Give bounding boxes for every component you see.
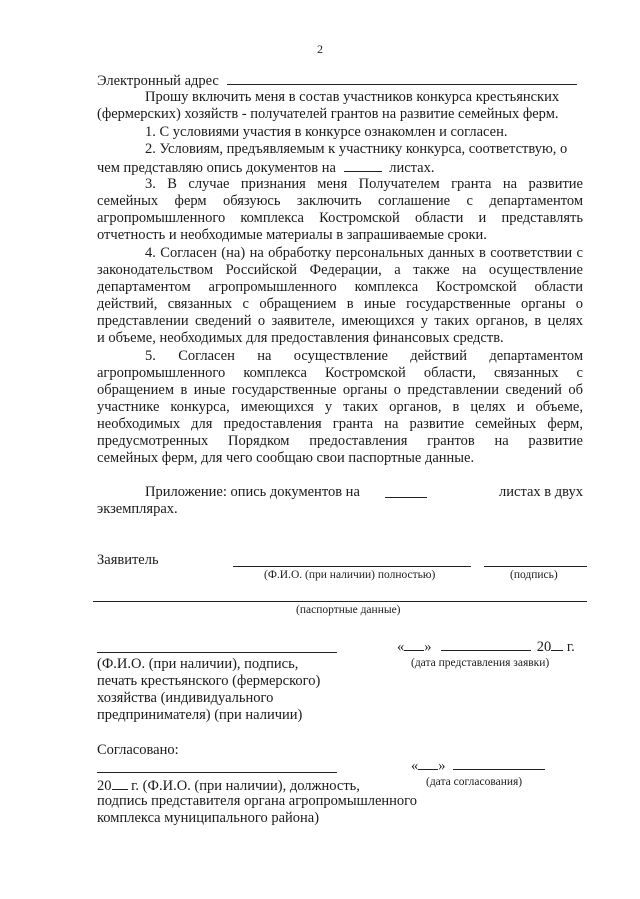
applicant-signature-field[interactable] <box>484 566 587 567</box>
item-4-line-4: действий, связанных с обращением в иные государственные органы о <box>97 296 583 312</box>
signature-caption: (подпись) <box>510 569 558 581</box>
request-line-2: (фермерских) хозяйств - получателей грантов на развитие семейных ферм. <box>97 106 559 122</box>
attachment-text: Приложение: опись документов на <box>145 484 360 500</box>
email-label: Электронный адрес <box>97 73 219 89</box>
item-4-line-1: 4. Согласен (на) на обработку персональных данных в соответствии с <box>145 245 583 261</box>
applicant-fio-field[interactable] <box>233 566 471 567</box>
sheets-count-field[interactable] <box>344 158 382 172</box>
submission-date <box>397 637 575 656</box>
approval-caption-3: комплекса муниципального района) <box>97 810 320 826</box>
applicant-label: Заявитель <box>97 552 159 568</box>
item-3-line-3: агропромышленного комплекса Костромской области и представлять <box>97 210 583 226</box>
item-5-line-6: предусмотренных Порядком предоставления грантов на развитие <box>97 433 583 449</box>
attachment-line-2: экземплярах. <box>97 501 178 517</box>
submission-date-caption: (дата представления заявки) <box>411 657 550 669</box>
approval-year-field[interactable] <box>112 776 128 790</box>
item-5-line-4: участнике конкурса, имеющихся у таких органов, в целях и объеме, <box>97 399 583 415</box>
approval-day-field[interactable] <box>418 756 438 770</box>
farm-caption-4: предпринимателя) (при наличии) <box>97 707 303 723</box>
passport-field[interactable] <box>93 601 587 602</box>
item-5-line-3: обращением в иные государственные органы о представлении сведений об <box>97 382 583 398</box>
year-suffix: г. <box>566 639 575 655</box>
year-prefix: 20 <box>536 639 552 655</box>
request-line-1: Прошу включить меня в состав участников конкурса крестьянских <box>145 89 560 105</box>
approval-quote-open: « <box>411 758 419 774</box>
item-1: 1. С условиями участия в конкурсе ознакомлен и согласен. <box>145 124 508 140</box>
item-3-line-2: семейных ферм обязуюсь заключить соглашение с департаментом <box>97 193 583 209</box>
item-5-line-7: семейных ферм, для чего сообщаю свои паспортные данные. <box>97 450 475 466</box>
fio-caption: (Ф.И.О. (при наличии) полностью) <box>264 569 436 581</box>
attachment-text-end: листах в двух <box>499 484 583 500</box>
approval-quote-close: » <box>438 758 446 774</box>
item-4-line-6: и объеме, необходимых для предоставления финансовых средств. <box>97 330 504 346</box>
date-quote-close: » <box>424 639 432 655</box>
farm-signature-field[interactable] <box>97 652 337 653</box>
item-5-line-1: 5. Согласен на осуществление действий департаментом <box>145 348 583 364</box>
passport-caption: (паспортные данные) <box>296 604 401 616</box>
item-4-line-3: департаментом агропромышленного комплекса Костромской области <box>97 279 583 295</box>
approval-label: Согласовано: <box>97 742 179 758</box>
item-2-text: чем представляю опись документов на <box>97 160 336 176</box>
approval-caption-1: г. (Ф.И.О. (при наличии), должность, <box>131 778 360 794</box>
item-2-text-end: листах. <box>389 160 435 176</box>
item-5-line-2: агропромышленного комплекса Костромской области, связанных с <box>97 365 583 381</box>
item-4-line-2: законодательством Российской Федерации, а также на осуществление <box>97 262 583 278</box>
farm-caption-2: печать крестьянского (фермерского) <box>97 673 321 689</box>
approval-month-field[interactable] <box>453 756 545 770</box>
submission-year-field[interactable] <box>551 637 563 651</box>
email-row <box>97 71 577 90</box>
item-2-line-2 <box>97 158 434 177</box>
farm-caption-3: хозяйства (индивидуального <box>97 690 274 706</box>
submission-day-field[interactable] <box>404 637 424 651</box>
item-5-line-5: необходимых для предоставления гранта на развитие семейных ферм, <box>97 416 583 432</box>
email-field[interactable] <box>227 71 577 85</box>
approval-date <box>411 756 545 775</box>
approval-caption-2: подпись представителя органа агропромышленного <box>97 793 418 809</box>
approval-signature-field[interactable] <box>97 772 337 773</box>
item-3-line-1: 3. В случае признания меня Получателем гранта на развитие <box>145 176 583 192</box>
approval-date-caption: (дата согласования) <box>426 776 523 788</box>
approval-year-prefix: 20 <box>97 778 112 794</box>
date-quote-open: « <box>397 639 405 655</box>
submission-month-field[interactable] <box>441 637 531 651</box>
item-4-line-5: представлении сведений о заявителе, имеющихся у таких органов, в целях <box>97 313 583 329</box>
item-2-line-1: 2. Условиям, предъявляемым к участнику конкурса, соответствую, о <box>145 141 568 157</box>
item-3-line-4: отчетность и необходимые материалы в запрашиваемые сроки. <box>97 227 487 243</box>
page-number: 2 <box>317 42 323 56</box>
farm-caption-1: (Ф.И.О. (при наличии), подпись, <box>97 656 299 672</box>
